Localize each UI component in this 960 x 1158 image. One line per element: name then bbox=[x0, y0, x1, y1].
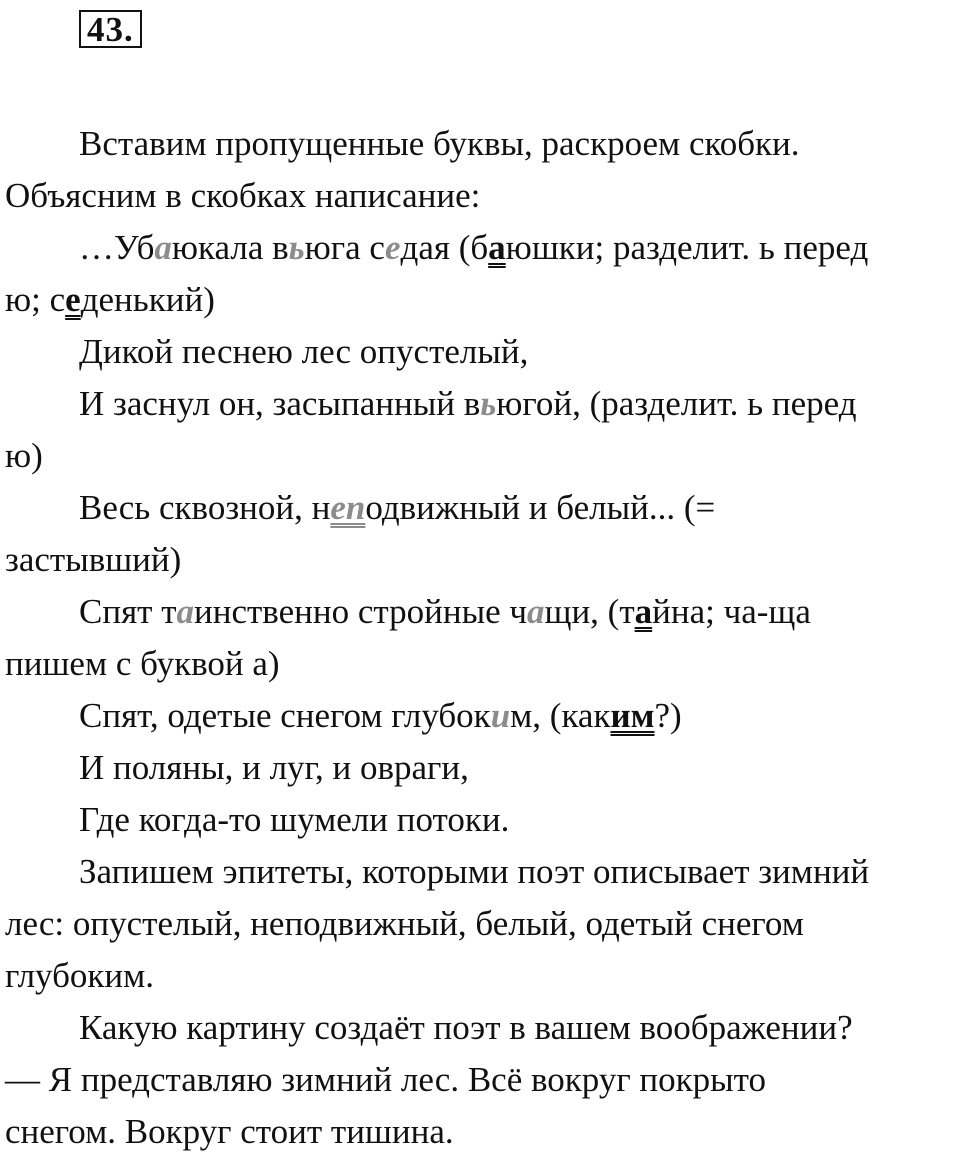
text-segment: югой, (разделит. ь перед bbox=[496, 384, 857, 423]
text-segment: инственно стройные ч bbox=[194, 592, 527, 631]
text-segment: Весь сквозной, н bbox=[79, 488, 331, 527]
text-segment: м, (как bbox=[510, 696, 611, 735]
poem-line-3 bbox=[5, 378, 960, 430]
text-segment: денький) bbox=[80, 280, 215, 319]
task-number-value: 43 bbox=[87, 10, 124, 49]
answer-text bbox=[5, 118, 960, 1158]
text-segment: дая (б bbox=[400, 228, 489, 267]
inserted-letter: ь bbox=[480, 384, 497, 423]
text-segment: ю; с bbox=[5, 280, 66, 319]
emphasized-ending: им bbox=[610, 696, 655, 735]
inserted-letter: а bbox=[176, 592, 195, 631]
text-segment: юкала в bbox=[171, 228, 289, 267]
emphasized-letter: а bbox=[634, 592, 653, 631]
answer-line-2: снегом. Вокруг стоит тишина. bbox=[5, 1112, 454, 1151]
poem-line-3-cont: ю) bbox=[5, 436, 43, 475]
answer-line-1: — Я представляю зимний лес. Всё вокруг покрыто bbox=[5, 1060, 767, 1099]
question-line-1: Какую картину создаёт поэт в вашем воображении? bbox=[79, 1008, 853, 1047]
text-segment: …Уб bbox=[79, 228, 155, 267]
text-segment: Спят т bbox=[79, 592, 177, 631]
text-segment: одвижный и белый... (= bbox=[365, 488, 716, 527]
poem-line-2: Дикой песнею лес опустелый, bbox=[79, 332, 529, 371]
inserted-letter: и bbox=[490, 696, 511, 735]
epithets-line-3: глубоким. bbox=[5, 956, 155, 995]
emphasized-letter: е bbox=[65, 280, 81, 319]
intro-line-1: Вставим пропущенные буквы, раскроем скобки. bbox=[79, 124, 800, 163]
text-segment: щи, (т bbox=[544, 592, 635, 631]
inserted-letter: ь bbox=[288, 228, 305, 267]
poem-line-6 bbox=[5, 690, 960, 742]
poem-line-5 bbox=[5, 586, 960, 638]
text-segment: ?) bbox=[654, 696, 682, 735]
text-segment: Спят, одетые снегом глубок bbox=[79, 696, 491, 735]
epithets-line-1: Запишем эпитеты, которыми поэт описывает зимний bbox=[79, 852, 870, 891]
emphasized-letter: а bbox=[488, 228, 506, 267]
poem-line-4 bbox=[5, 482, 960, 534]
inserted-letters: еп bbox=[330, 488, 366, 527]
text-segment: йна; ча-ща bbox=[652, 592, 811, 631]
poem-line-5-cont: пишем с буквой а) bbox=[5, 644, 280, 683]
poem-line-8: Где когда-то шумели потоки. bbox=[79, 800, 510, 839]
task-number bbox=[79, 10, 142, 49]
text-segment: юшки; разделит. ь перед bbox=[505, 228, 869, 267]
intro-line-2: Объясним в скобках написание: bbox=[5, 176, 481, 215]
epithets-line-2: лес: опустелый, неподвижный, белый, одетый снегом bbox=[5, 904, 804, 943]
task-number-dot: . bbox=[124, 10, 134, 49]
poem-line-1-cont bbox=[5, 274, 960, 326]
inserted-letter: а bbox=[154, 228, 172, 267]
task-number-box bbox=[79, 10, 142, 48]
poem-line-7: И поляны, и луг, и овраги, bbox=[79, 748, 469, 787]
inserted-letter: е bbox=[384, 228, 401, 267]
poem-line-4-cont: застывший) bbox=[5, 540, 182, 579]
poem-line-1 bbox=[5, 222, 960, 274]
text-segment: юга с bbox=[304, 228, 385, 267]
inserted-letter: а bbox=[527, 592, 545, 631]
text-segment: И заснул он, засыпанный в bbox=[79, 384, 481, 423]
